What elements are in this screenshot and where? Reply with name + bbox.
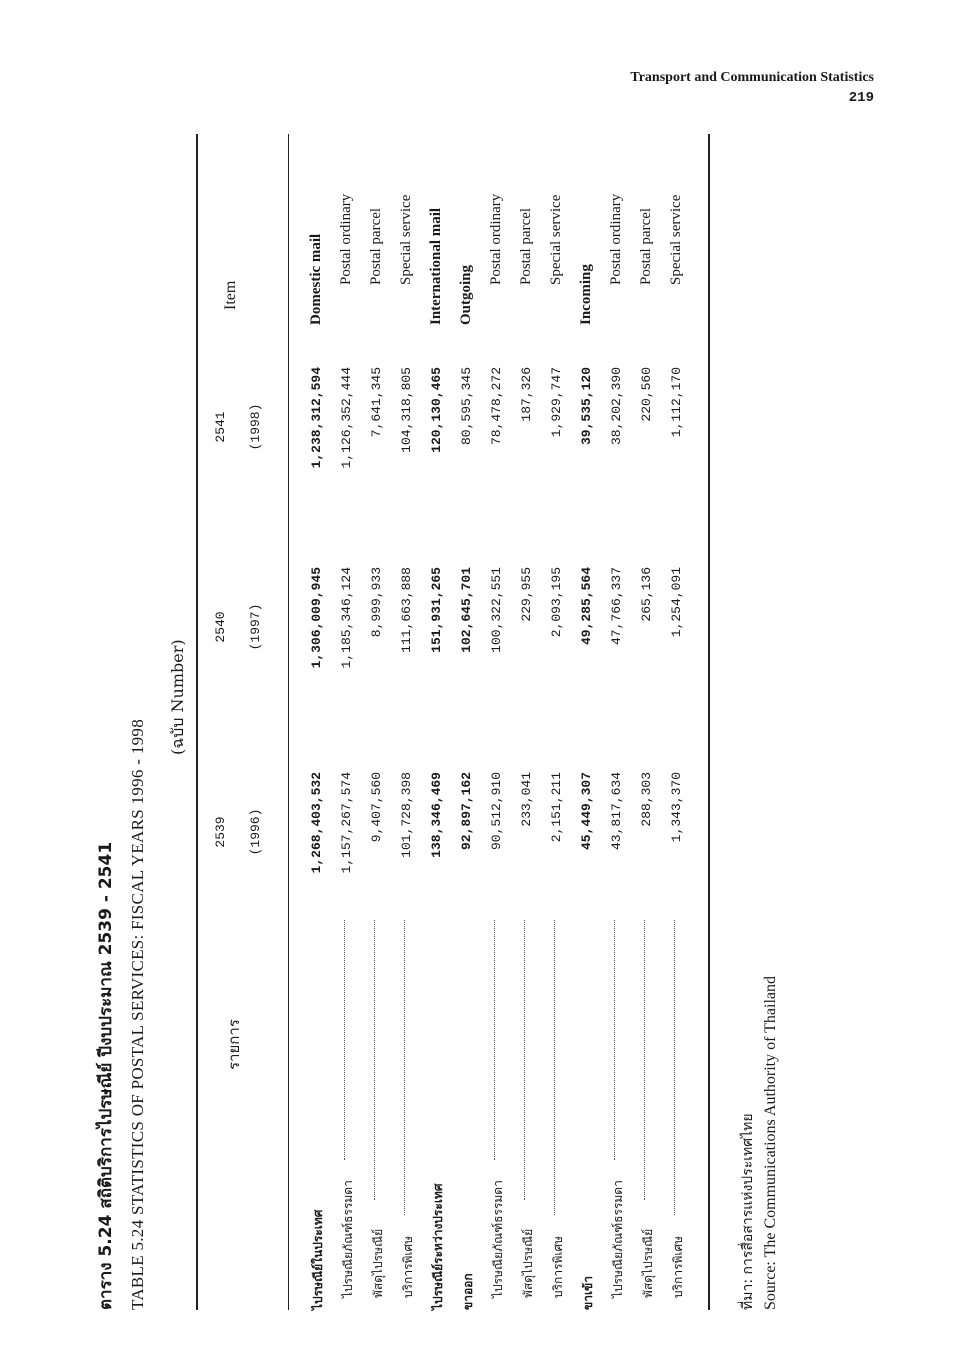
leader-dots [644, 920, 645, 1200]
bottom-rule [708, 134, 710, 1310]
page-number: 219 [848, 90, 874, 106]
row-english-label: International mail [428, 207, 444, 325]
row-english-label: Postal ordinary [488, 193, 504, 285]
leader-dots [374, 920, 375, 1200]
table-row [422, 134, 452, 1310]
table-row [572, 134, 602, 1310]
running-head: Transport and Communication Statistics [630, 70, 874, 85]
table-row [632, 134, 662, 1310]
leader-dots [554, 920, 555, 1215]
table-row [602, 134, 632, 1310]
row-english-label: Special service [548, 194, 564, 285]
row-english-label: Incoming [578, 264, 594, 325]
row-english-label: Domestic mail [308, 233, 324, 325]
value-1996: 90,512,910 [489, 772, 504, 851]
value-1997: 111,663,888 [399, 567, 414, 653]
leader-dots [524, 920, 525, 1200]
col-thai-year-1: 2539 [213, 816, 228, 848]
row-english-label: Postal parcel [368, 207, 384, 285]
row-english-label: Postal parcel [638, 207, 654, 285]
row-thai-label: พัสดุไปรษณีย์ [371, 1228, 385, 1298]
value-1997: 8,999,933 [369, 567, 384, 638]
row-english-label: Outgoing [458, 264, 474, 325]
value-1998: 78,478,272 [489, 367, 504, 446]
item-header: Item [222, 280, 239, 310]
value-1996: 45,449,307 [579, 772, 594, 851]
table-row [482, 134, 512, 1310]
table-row [332, 134, 362, 1310]
row-english-label: Postal ordinary [608, 193, 624, 285]
row-english-label: Special service [398, 194, 414, 285]
value-1996: 101,728,398 [399, 772, 414, 858]
value-1997: 100,322,551 [489, 567, 504, 653]
row-thai-label: บริการพิเศษ [401, 1235, 415, 1298]
source-note-thai: ที่มา: การสื่อสารแห่งประเทศไทย [740, 1113, 756, 1310]
table-row [302, 134, 332, 1310]
thai-item-header: รายการ [225, 1019, 243, 1070]
value-1997: 265,136 [639, 567, 654, 622]
value-1996: 138,346,469 [429, 772, 444, 858]
row-thai-label: พัสดุไปรษณีย์ [641, 1228, 655, 1298]
value-1996: 1,343,370 [669, 772, 684, 843]
table-row [392, 134, 422, 1310]
leader-dots [674, 920, 675, 1215]
unit-label: (ฉบับ Number) [168, 639, 187, 755]
thai-table-title: ตาราง 5.24 สถิติบริการไปรษณีย์ ปีงบประมาณ 2539 - 2541 [96, 841, 116, 1310]
value-1997: 102,645,701 [459, 567, 474, 653]
row-thai-label: ไปรษณียภัณฑ์ธรรมดา [491, 1180, 505, 1298]
value-1997: 151,931,265 [429, 567, 444, 653]
value-1997: 1,185,346,124 [339, 567, 354, 669]
leader-dots [614, 920, 615, 1160]
table-row [512, 134, 542, 1310]
value-1998: 120,130,465 [429, 367, 444, 453]
value-1997: 229,955 [519, 567, 534, 622]
col-year-3: (1998) [248, 403, 263, 451]
top-rule [196, 134, 198, 1310]
value-1997: 47,766,337 [609, 567, 624, 646]
row-thai-label: บริการพิเศษ [671, 1235, 685, 1298]
english-table-title: TABLE 5.24 STATISTICS OF POSTAL SERVICES: FISCAL YEARS 1996 - 1998 [128, 719, 147, 1310]
table-row [662, 134, 692, 1310]
row-thai-label: ไปรษณียภัณฑ์ธรรมดา [611, 1180, 625, 1298]
value-1997: 1,306,009,945 [309, 567, 324, 669]
value-1997: 49,285,564 [579, 567, 594, 646]
value-1996: 1,157,267,574 [339, 772, 354, 874]
value-1998: 1,929,747 [549, 367, 564, 438]
col-year-2: (1997) [248, 603, 263, 651]
col-thai-year-3: 2541 [213, 411, 228, 443]
col-thai-year-2: 2540 [213, 611, 228, 643]
value-1996: 9,407,560 [369, 772, 384, 843]
row-thai-label: ไปรษณีย์ระหว่างประเทศ [431, 1183, 445, 1310]
leader-dots [404, 920, 405, 1215]
row-english-label: Special service [668, 194, 684, 285]
value-1998: 39,535,120 [579, 367, 594, 446]
row-thai-label: พัสดุไปรษณีย์ [521, 1228, 535, 1298]
value-1998: 80,595,345 [459, 367, 474, 446]
value-1998: 7,641,345 [369, 367, 384, 438]
row-thai-label: ขาเข้า [581, 1276, 595, 1310]
table-row [362, 134, 392, 1310]
value-1998: 38,202,390 [609, 367, 624, 446]
header-rule [288, 134, 289, 1310]
value-1996: 1,268,403,532 [309, 772, 324, 874]
row-thai-label: ขาออก [461, 1273, 475, 1310]
value-1996: 288,303 [639, 772, 654, 827]
value-1998: 1,112,170 [669, 367, 684, 438]
rotated-table-page [92, 110, 779, 1310]
row-english-label: Postal ordinary [338, 193, 354, 285]
col-year-1: (1996) [248, 808, 263, 856]
table-row [542, 134, 572, 1310]
row-english-label: Postal parcel [518, 207, 534, 285]
leader-dots [344, 920, 345, 1160]
value-1996: 2,151,211 [549, 772, 564, 843]
value-1998: 220,560 [639, 367, 654, 422]
value-1998: 104,318,805 [399, 367, 414, 453]
row-thai-label: ไปรษณียภัณฑ์ธรรมดา [341, 1180, 355, 1298]
value-1997: 1,254,091 [669, 567, 684, 638]
source-note-english: Source: The Communications Authority of Thailand [762, 975, 779, 1310]
row-thai-label: ไปรษณีย์ในประเทศ [311, 1209, 325, 1310]
value-1996: 92,897,162 [459, 772, 474, 851]
value-1998: 1,238,312,594 [309, 367, 324, 469]
leader-dots [494, 920, 495, 1160]
table-row [452, 134, 482, 1310]
value-1996: 43,817,634 [609, 772, 624, 851]
value-1998: 187,326 [519, 367, 534, 422]
value-1997: 2,093,195 [549, 567, 564, 638]
value-1996: 233,041 [519, 772, 534, 827]
row-thai-label: บริการพิเศษ [551, 1235, 565, 1298]
value-1998: 1,126,352,444 [339, 367, 354, 469]
